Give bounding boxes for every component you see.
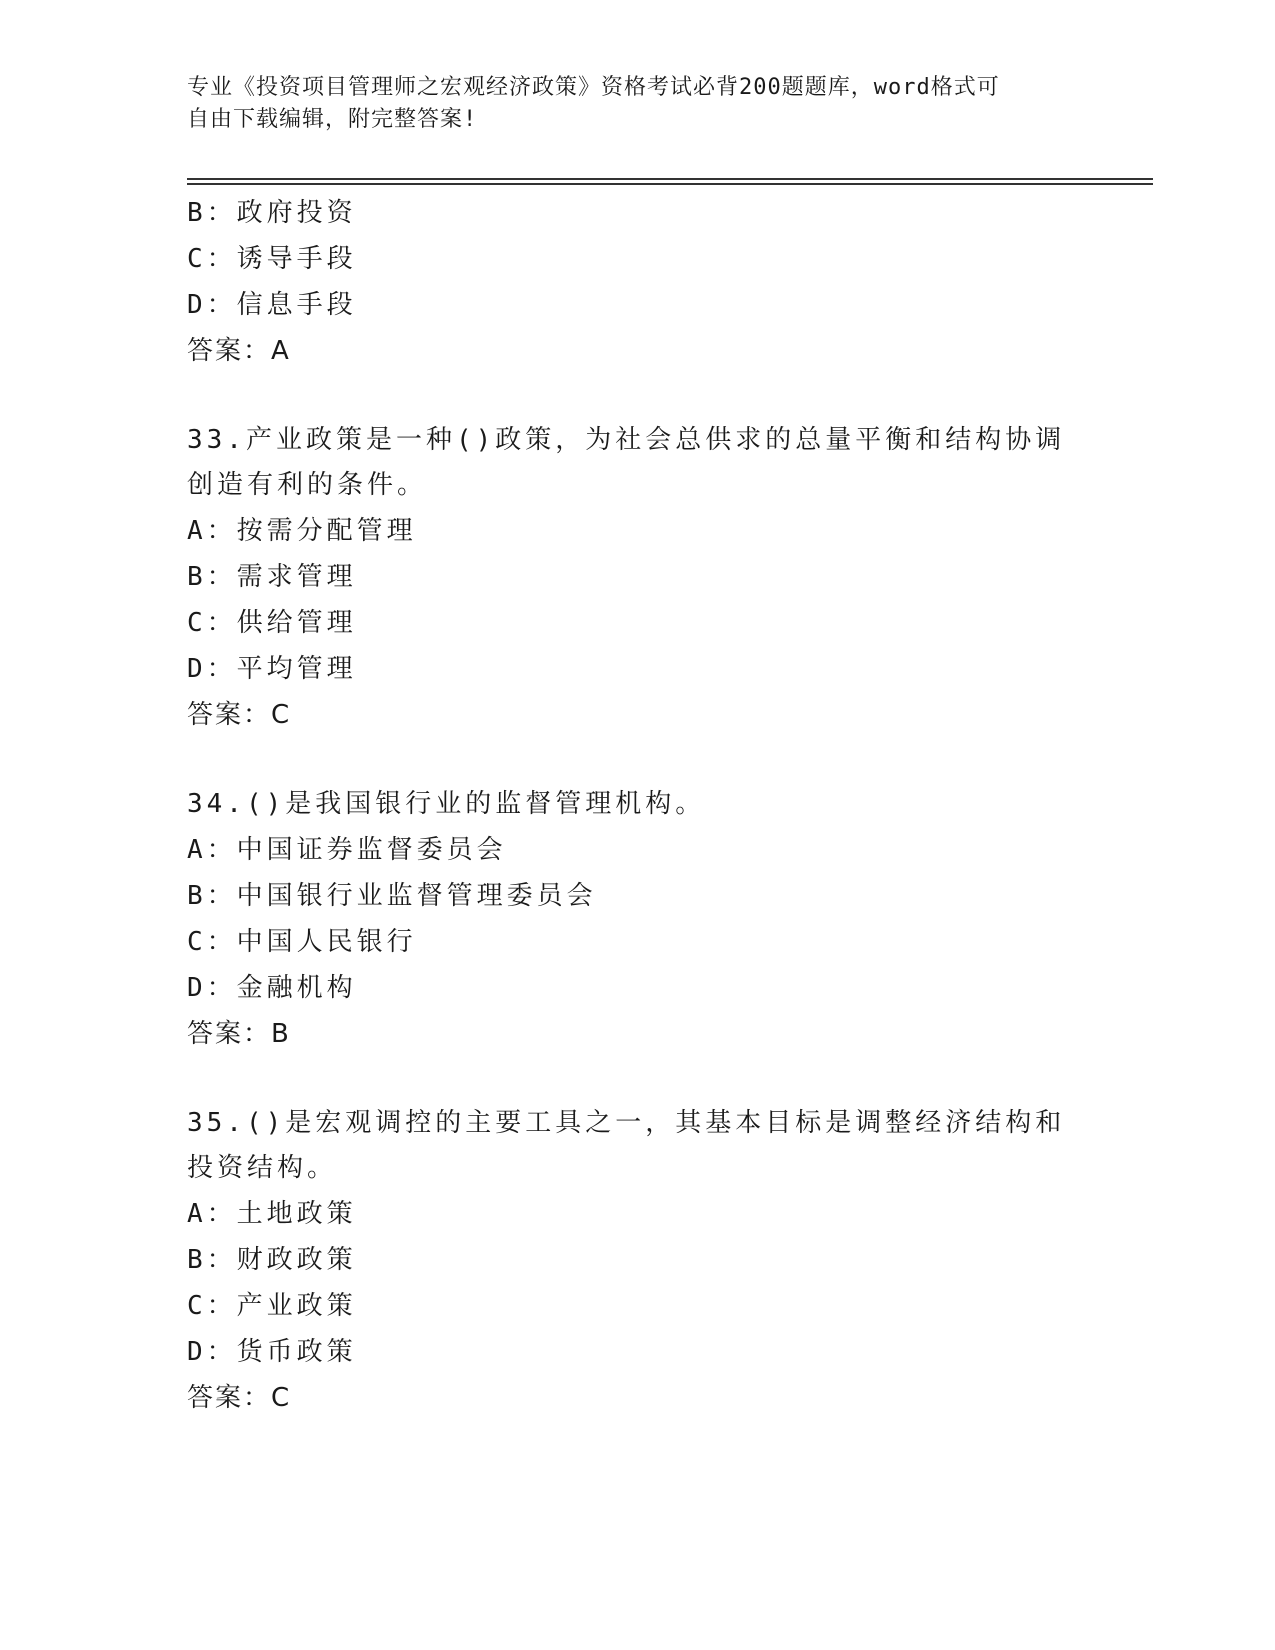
question-text: 35.()是宏观调控的主要工具之一，其基本目标是调整经济结构和投资结构。 <box>187 1108 1066 1183</box>
question-34 <box>187 782 1077 1057</box>
answer: 答案：A <box>187 336 291 366</box>
answer: 答案：C <box>187 1383 292 1413</box>
option-b: B：财政政策 <box>187 1245 357 1275</box>
header-line-2: 自由下载编辑，附完整答案! <box>187 107 478 132</box>
option-a: A：土地政策 <box>187 1199 357 1229</box>
question-32-continued <box>187 190 1077 374</box>
answer: 答案：B <box>187 1019 291 1049</box>
question-text: 33.产业政策是一种()政策，为社会总供求的总量平衡和结构协调创造有利的条件。 <box>187 425 1066 500</box>
option-b: B：中国银行业监督管理委员会 <box>187 881 597 911</box>
option-d: D：平均管理 <box>187 654 357 684</box>
option-d: D：金融机构 <box>187 973 357 1003</box>
option-b: B：需求管理 <box>187 562 357 592</box>
question-text: 34.()是我国银行业的监督管理机构。 <box>187 789 706 819</box>
option-c: C：供给管理 <box>187 608 357 638</box>
question-35 <box>187 1101 1077 1421</box>
option-c: C：产业政策 <box>187 1291 357 1321</box>
option-a: A：按需分配管理 <box>187 516 417 546</box>
header-divider-bottom <box>187 183 1153 185</box>
header-divider-top <box>187 178 1153 180</box>
question-33 <box>187 418 1077 738</box>
option-d: D：货币政策 <box>187 1337 357 1367</box>
question-list <box>187 190 1077 1421</box>
option-d: D：信息手段 <box>187 290 357 320</box>
answer: 答案：C <box>187 700 292 730</box>
option-a: A：中国证券监督委员会 <box>187 835 507 865</box>
document-header <box>187 72 1087 136</box>
option-b: B：政府投资 <box>187 198 357 228</box>
header-line-1: 专业《投资项目管理师之宏观经济政策》资格考试必背200题题库，word格式可 <box>187 75 1000 100</box>
option-c: C：中国人民银行 <box>187 927 417 957</box>
option-c: C：诱导手段 <box>187 244 357 274</box>
